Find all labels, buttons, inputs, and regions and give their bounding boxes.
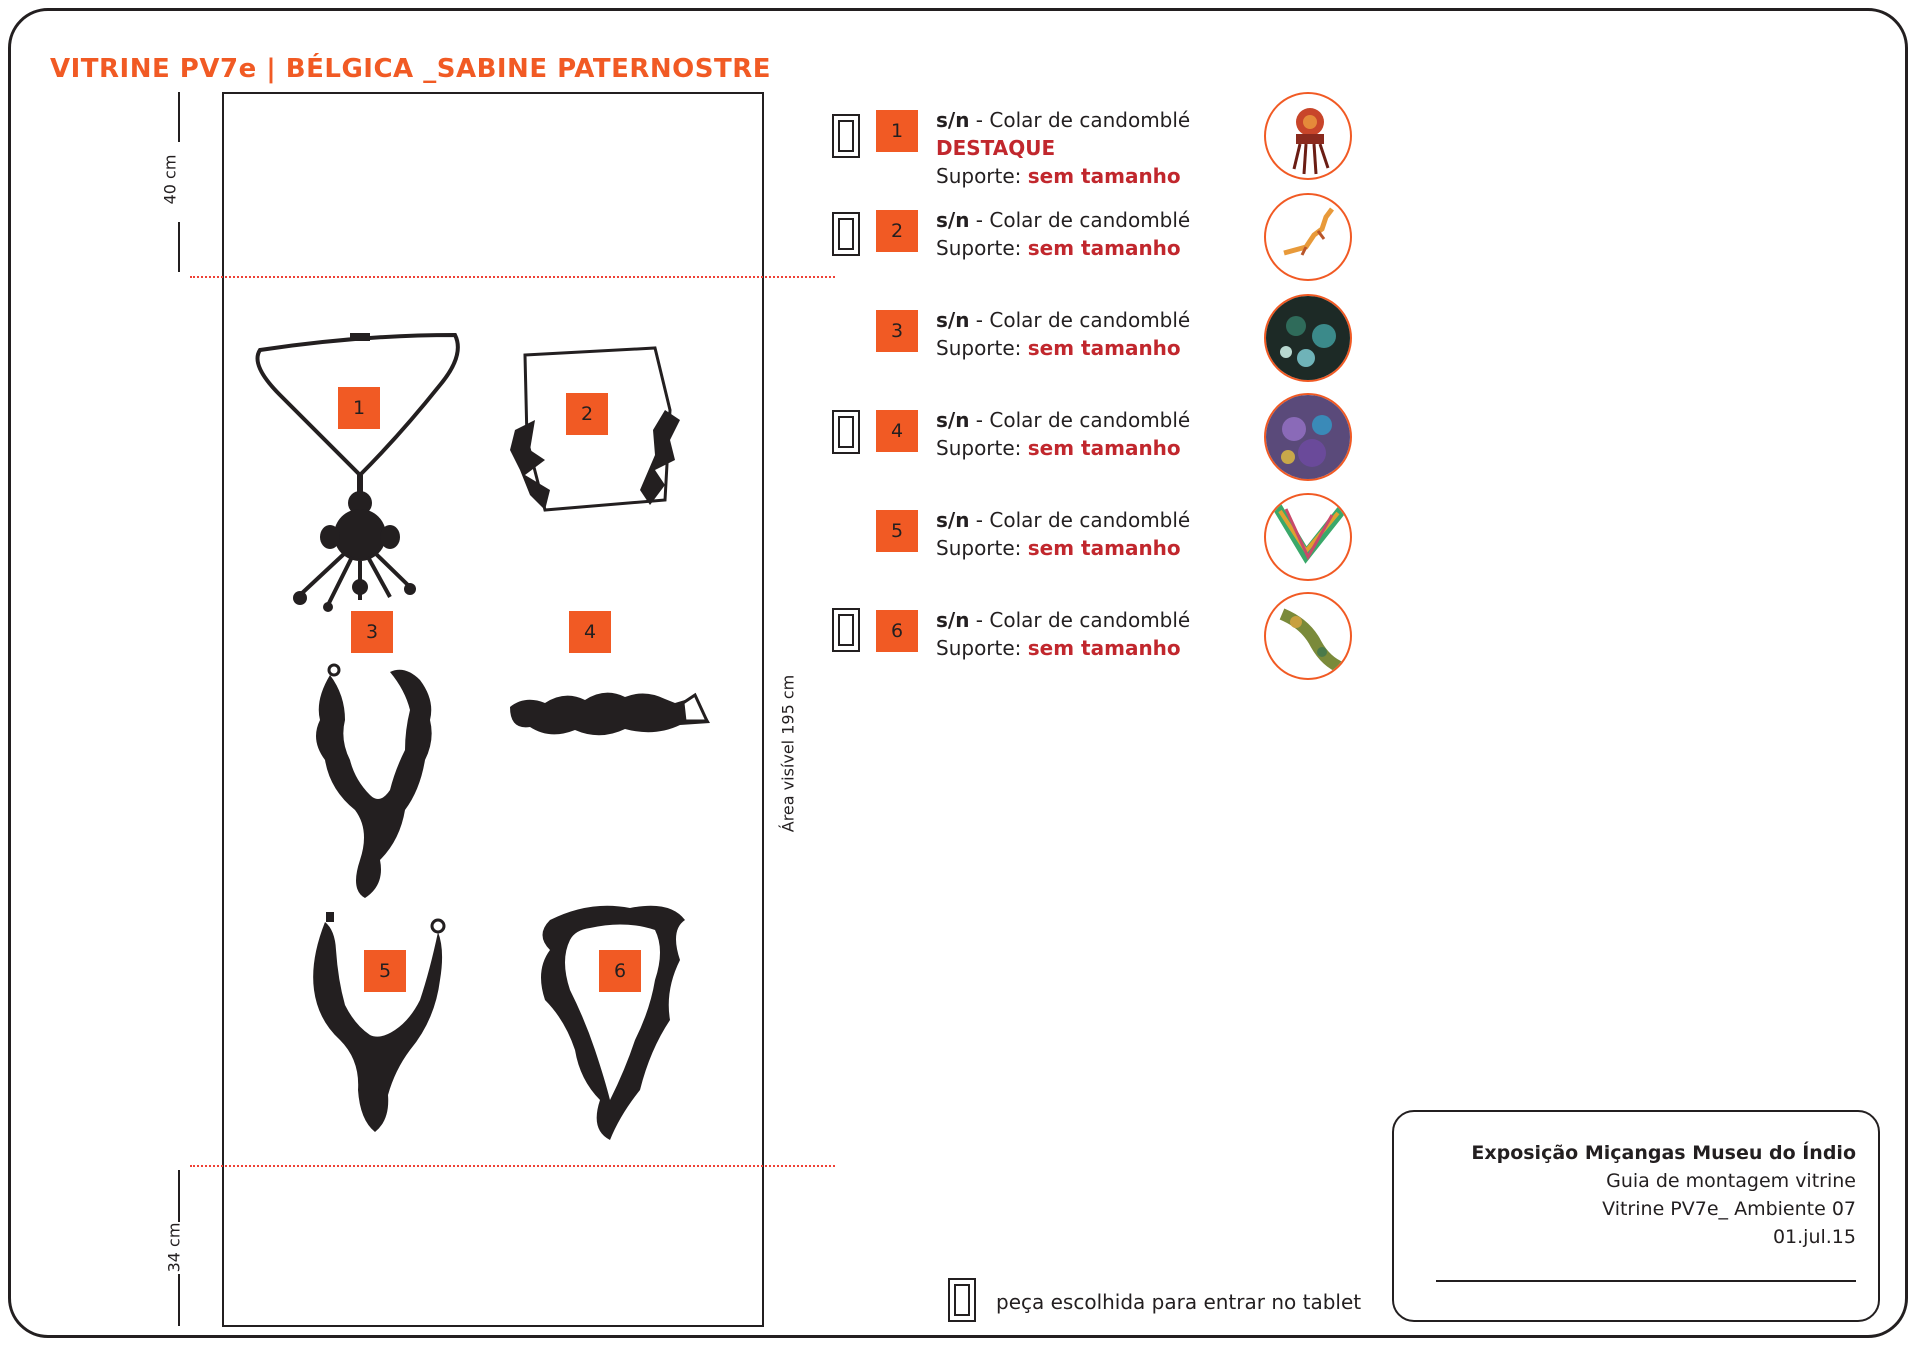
item-4-support-label: Suporte: bbox=[936, 436, 1028, 460]
item-badge-3: 3 bbox=[876, 310, 918, 352]
item-badge-1: 1 bbox=[876, 110, 918, 152]
item-1-code: s/n bbox=[936, 108, 970, 132]
info-guide: Guia de montagem vitrine bbox=[1606, 1170, 1856, 1192]
item-badge-4: 4 bbox=[876, 410, 918, 452]
necklace-4-silhouette bbox=[505, 685, 715, 743]
layout-badge-5: 5 bbox=[364, 950, 406, 992]
top-boundary-line bbox=[190, 276, 835, 278]
legend-text: peça escolhida para entrar no tablet bbox=[996, 1290, 1362, 1314]
item-5-support-value: sem tamanho bbox=[1027, 536, 1181, 560]
tablet-checkbox-4[interactable] bbox=[832, 410, 860, 454]
layout-badge-4: 4 bbox=[569, 611, 611, 653]
item-2-desc: - Colar de candomblé bbox=[969, 208, 1191, 232]
item-4-text bbox=[936, 406, 1190, 462]
item-2-text bbox=[936, 206, 1190, 262]
item-3-thumbnail bbox=[1264, 294, 1352, 382]
layout-badge-6: 6 bbox=[599, 950, 641, 992]
tablet-checkbox-6[interactable] bbox=[832, 608, 860, 652]
item-3-text bbox=[936, 306, 1190, 362]
tablet-checkbox-2[interactable] bbox=[832, 212, 860, 256]
item-2-thumbnail bbox=[1264, 193, 1352, 281]
item-3-support-label: Suporte: bbox=[936, 336, 1028, 360]
item-3-desc: - Colar de candomblé bbox=[969, 308, 1191, 332]
item-5-support-label: Suporte: bbox=[936, 536, 1028, 560]
necklace-3-silhouette bbox=[310, 660, 440, 900]
item-6-thumbnail bbox=[1264, 592, 1352, 680]
item-6-support-label: Suporte: bbox=[936, 636, 1028, 660]
item-2-support-label: Suporte: bbox=[936, 236, 1028, 260]
legend-tablet-icon bbox=[948, 1278, 976, 1322]
dim-bottom-label: 34 cm bbox=[164, 1222, 184, 1273]
necklace-6-silhouette bbox=[530, 900, 690, 1145]
item-6-support-value: sem tamanho bbox=[1027, 636, 1181, 660]
item-1-thumbnail bbox=[1264, 92, 1352, 180]
item-1-support-label: Suporte: bbox=[936, 164, 1028, 188]
item-3-support-value: sem tamanho bbox=[1027, 336, 1181, 360]
item-1-highlight: DESTAQUE bbox=[936, 136, 1056, 160]
info-date: 01.jul.15 bbox=[1772, 1226, 1856, 1248]
layout-badge-1: 1 bbox=[338, 387, 380, 429]
page-title: VITRINE PV7e | BÉLGICA _SABINE PATERNOSTRE bbox=[50, 54, 772, 84]
item-6-desc: - Colar de candomblé bbox=[969, 608, 1191, 632]
dim-bottom-tick-upper bbox=[178, 1170, 180, 1222]
info-exhibition: Exposição Miçangas Museu do Índio bbox=[1471, 1142, 1856, 1164]
item-1-support-value: sem tamanho bbox=[1027, 164, 1181, 188]
tablet-checkbox-1[interactable] bbox=[832, 114, 860, 158]
item-4-desc: - Colar de candomblé bbox=[969, 408, 1191, 432]
item-1-text bbox=[936, 106, 1190, 190]
item-4-support-value: sem tamanho bbox=[1027, 436, 1181, 460]
item-badge-6: 6 bbox=[876, 610, 918, 652]
necklace-5-silhouette bbox=[300, 910, 450, 1135]
item-5-code: s/n bbox=[936, 508, 970, 532]
info-box bbox=[1392, 1110, 1880, 1322]
signature-line bbox=[1436, 1280, 1856, 1282]
info-vitrine: Vitrine PV7e_ Ambiente 07 bbox=[1602, 1198, 1856, 1220]
item-6-code: s/n bbox=[936, 608, 970, 632]
visible-area-label: Área visível 195 cm bbox=[778, 674, 798, 833]
dim-top-tick-upper bbox=[178, 92, 180, 142]
item-3-code: s/n bbox=[936, 308, 970, 332]
necklace-1-silhouette bbox=[240, 325, 480, 615]
item-4-code: s/n bbox=[936, 408, 970, 432]
item-4-thumbnail bbox=[1264, 393, 1352, 481]
item-6-text bbox=[936, 606, 1190, 662]
bottom-boundary-line bbox=[190, 1165, 835, 1167]
item-2-support-value: sem tamanho bbox=[1027, 236, 1181, 260]
item-badge-5: 5 bbox=[876, 510, 918, 552]
dim-bottom-tick-lower bbox=[178, 1274, 180, 1326]
item-2-code: s/n bbox=[936, 208, 970, 232]
dim-top-tick-lower bbox=[178, 222, 180, 272]
layout-badge-3: 3 bbox=[351, 611, 393, 653]
item-badge-2: 2 bbox=[876, 210, 918, 252]
item-1-desc: - Colar de candomblé bbox=[969, 108, 1191, 132]
layout-badge-2: 2 bbox=[566, 393, 608, 435]
dim-top-label: 40 cm bbox=[160, 154, 180, 205]
item-5-text bbox=[936, 506, 1190, 562]
item-5-thumbnail bbox=[1264, 493, 1352, 581]
item-5-desc: - Colar de candomblé bbox=[969, 508, 1191, 532]
